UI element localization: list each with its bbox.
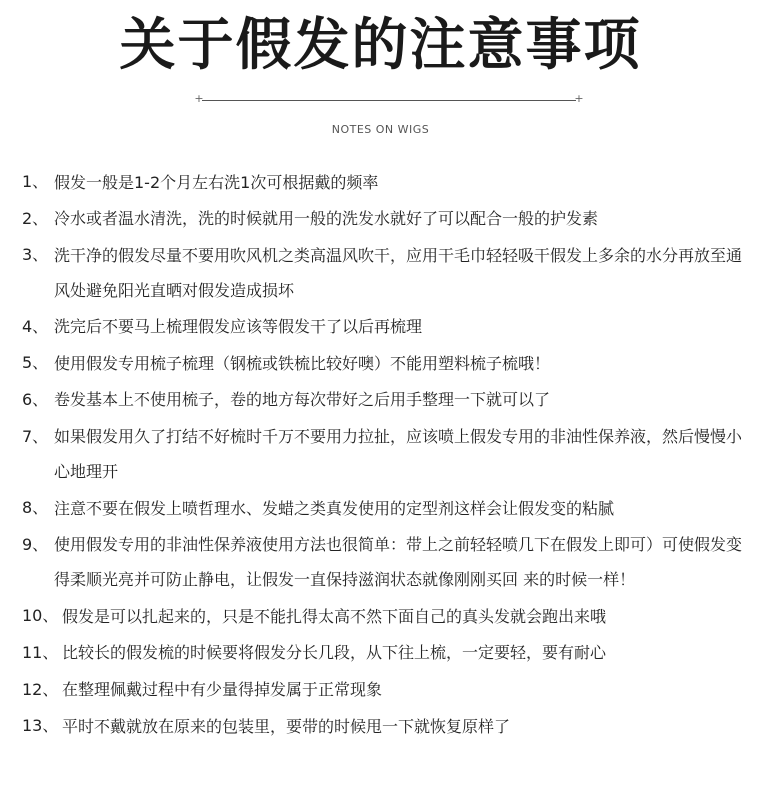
note-item-4 [22,313,757,341]
title-divider [194,92,584,105]
note-item-10 [22,602,757,630]
note-text: 在整理佩戴过程中有少量得掉发属于正常现象 [62,680,383,700]
note-number: 12、 [22,679,59,699]
note-text: 平时不戴就放在原来的包装里，要带的时候甩一下就恢复原样了 [62,716,511,736]
note-text: 使用假发专用梳子梳理（钢梳或铁梳比较好噢）不能用塑料梳子梳哦！ [54,353,551,373]
note-text: 注意不要在假发上喷哲理水、发蜡之类真发使用的定型剂这样会让假发变的粘腻 [54,498,615,518]
note-item-7 [22,423,757,486]
note-text: 洗干净的假发尽量不要用吹风机之类高温风吹干，应用干毛巾轻轻吸干假发上多余的水分再放至通风处避免阳光直晒对假发造成损坏 [54,245,743,300]
note-item-3 [22,241,757,304]
note-text: 如果假发用久了打结不好梳时千万不要用力拉扯，应该喷上假发专用的非油性保养液，然后慢慢小心地理开 [54,427,743,482]
divider-line [202,100,576,101]
note-text: 卷发基本上不使用梳子，卷的地方每次带好之后用手整理一下就可以了 [54,390,551,410]
note-item-2 [22,205,757,233]
note-text: 冷水或者温水清洗，洗的时候就用一般的洗发水就好了可以配合一般的护发素 [54,209,599,229]
notes-list [22,168,757,749]
note-item-1 [22,168,757,196]
page-title: 关于假发的注意事项 [119,13,642,78]
note-text: 假发一般是1-2个月左右洗1次可根据戴的频率 [54,172,379,192]
note-number: 11、 [22,642,59,662]
note-number: 6、 [22,389,49,409]
note-item-9 [22,531,757,594]
note-item-12 [22,676,757,704]
divider-cross-left-icon: + [194,92,204,105]
note-text: 比较长的假发梳的时候要将假发分长几段，从下往上梳，一定要轻，要有耐心 [62,643,607,663]
note-item-8 [22,494,757,522]
note-item-6 [22,386,757,414]
note-number: 13、 [22,716,59,736]
note-number: 9、 [22,534,49,554]
note-number: 5、 [22,353,49,373]
note-number: 8、 [22,498,49,518]
divider-cross-right-icon: + [574,92,584,105]
note-number: 1、 [22,172,49,191]
note-item-11 [22,639,757,667]
note-item-13 [22,712,757,740]
note-number: 2、 [22,208,49,228]
note-number: 10、 [22,606,59,626]
note-item-5 [22,349,757,377]
page-subtitle: NOTES ON WIGS [331,123,430,136]
note-text: 使用假发专用的非油性保养液使用方法也很简单：带上之前轻轻喷几下在假发上即可）可使假发变得柔顺光亮并可防止静电，让假发一直保持滋润状态就像刚刚买回 来的时候一样！ [54,535,743,590]
note-text: 洗完后不要马上梳理假发应该等假发干了以后再梳理 [54,317,423,337]
note-number: 4、 [22,316,49,336]
note-text: 假发是可以扎起来的，只是不能扎得太高不然下面自己的真头发就会跑出来哦 [62,606,607,626]
note-number: 3、 [22,245,49,265]
note-number: 7、 [22,426,49,446]
